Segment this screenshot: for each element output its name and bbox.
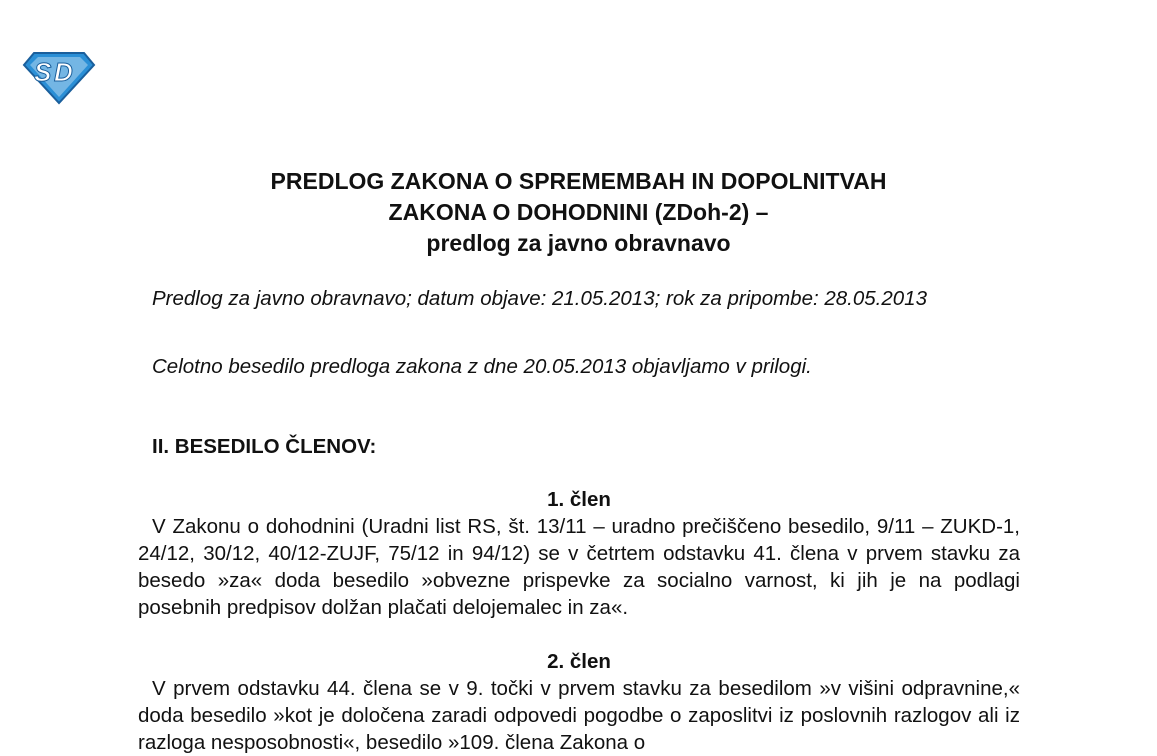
title-line-2: ZAKONA O DOHODNINI (ZDoh-2) – bbox=[388, 199, 769, 225]
svg-text:S: S bbox=[34, 57, 52, 87]
document-title bbox=[0, 166, 1157, 259]
title-line-1: PREDLOG ZAKONA O SPREMEMBAH IN DOPOLNITVAH bbox=[270, 168, 887, 194]
attachment-note bbox=[138, 353, 1020, 380]
logo-icon bbox=[22, 47, 96, 105]
svg-text:D: D bbox=[54, 57, 73, 87]
article-2-heading: 2. člen bbox=[547, 650, 611, 673]
publication-info bbox=[138, 285, 1020, 312]
section-heading: II. BESEDILO ČLENOV: bbox=[152, 435, 377, 458]
article-1-body bbox=[138, 513, 1020, 621]
attachment-text: Celotno besedilo predloga zakona z dne 20.05.2013 objavljamo v prilogi. bbox=[152, 355, 812, 378]
article-2-body bbox=[138, 675, 1020, 756]
article-1-text: V Zakonu o dohodnini (Uradni list RS, št. 13/11 – uradno prečiščeno besedilo, 9/11 – ZUKD-1, 24/12, 30/12, 40/12-ZUJF, 75/12 in 94/12) se v četrtem odstavku 41. člena v prvem stavku za besedo »za« doda besedilo »obvezne prispevke za socialno varnost, ki jih je na podlagi posebnih predpisov dolžan plačati delojemalec in za«. bbox=[138, 515, 1020, 619]
publication-text: Predlog za javno obravnavo; datum objave: 21.05.2013; rok za pripombe: 28.05.2013 bbox=[152, 287, 927, 310]
article-2-text: V prvem odstavku 44. člena se v 9. točki v prvem stavku za besedilom »v višini odpravnine,« doda besedilo »kot je določena zaradi odpovedi pogodbe o zaposlitvi iz poslovnih razlogov ali iz razloga nesposobnosti«, besedilo »109. člena Zakona o bbox=[138, 677, 1020, 754]
article-1-heading: 1. člen bbox=[547, 488, 611, 511]
title-line-3: predlog za javno obravnavo bbox=[426, 230, 731, 256]
